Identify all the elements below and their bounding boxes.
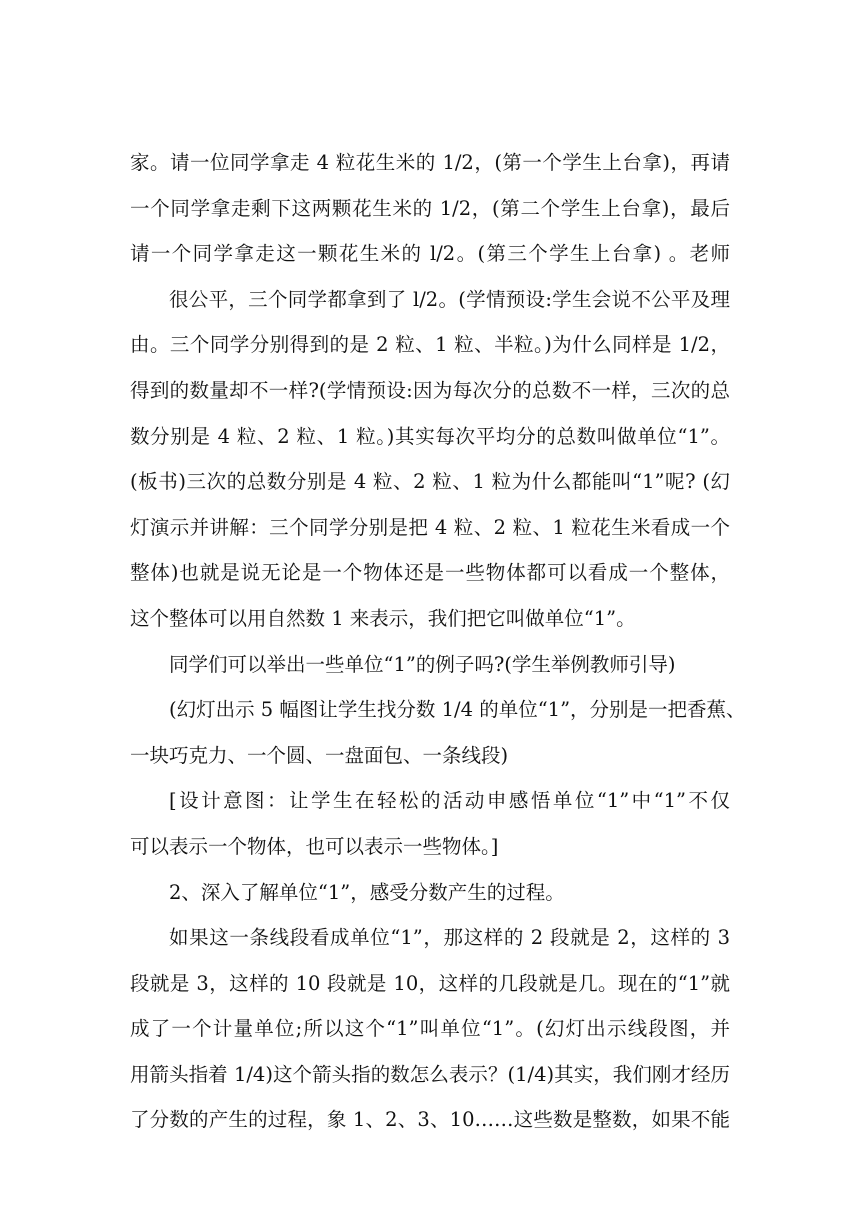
text-line: 很公平，三个同学都拿到了 l/2。(学情预设:学生会说不公平及理: [169, 287, 730, 311]
text-line: 段就是 3，这样的 10 段就是 10，这样的几段就是几。现在的“1”就: [130, 971, 730, 995]
text-line: 用箭头指着 1/4)这个箭头指的数怎么表示？(1/4)其实，我们刚才经历: [130, 1062, 730, 1086]
text-line: 一个同学拿走剩下这两颗花生米的 1/2，(第二个学生上台拿)，最后: [130, 196, 730, 220]
text-line: 由。三个同学分别得到的是 2 粒、1 粒、半粒。)为什么同样是 1/2，: [130, 333, 730, 357]
text-line: 可以表示一个物体，也可以表示一些物体。]: [130, 834, 499, 858]
text-line: (幻灯出示 5 幅图让学生找分数 1/4 的单位“1”，分别是一把香蕉、: [169, 698, 746, 722]
text-line: 了分数的产生的过程，象 1、2、3、10……这些数是整数，如果不能: [130, 1108, 730, 1132]
text-line: 这个整体可以用自然数 1 来表示，我们把它叫做单位“1”。: [130, 606, 636, 630]
text-line: 请一个同学拿走这一颗花生米的 l/2。(第三个学生上台拿) 。老师: [130, 242, 730, 266]
text-line: 一块巧克力、一个圆、一盘面包、一条线段): [130, 743, 509, 767]
text-line: 2、深入了解单位“1”，感受分数产生的过程。: [169, 880, 565, 904]
text-line: 整体)也就是说无论是一个物体还是一些物体都可以看成一个整体，: [130, 561, 730, 585]
text-line: 如果这一条线段看成单位“1”，那这样的 2 段就是 2，这样的 3: [169, 926, 730, 950]
document-body: [130, 140, 746, 1143]
text-line: 数分别是 4 粒、2 粒、1 粒。)其实每次平均分的总数叫做单位“1”。: [130, 424, 730, 448]
text-line: 家。请一位同学拿走 4 粒花生米的 1/2，(第一个学生上台拿)，再请: [130, 151, 730, 174]
text-line: 灯演示并讲解：三个同学分别是把 4 粒、2 粒、1 粒花生米看成一个: [130, 515, 730, 539]
text-line: 成了一个计量单位;所以这个“1”叫单位“1”。(幻灯出示线段图，并: [130, 1017, 730, 1041]
text-line: [设计意图：让学生在轻松的活动申感悟单位“1”中“1”不仅: [169, 789, 730, 813]
text-line: (板书)三次的总数分别是 4 粒、2 粒、1 粒为什么都能叫“1”呢? (幻: [130, 470, 730, 494]
text-line: 得到的数量却不一样?(学情预设:因为每次分的总数不一样，三次的总: [130, 378, 730, 402]
text-line: 同学们可以举出一些单位“1”的例子吗?(学生举例教师引导): [169, 652, 676, 676]
